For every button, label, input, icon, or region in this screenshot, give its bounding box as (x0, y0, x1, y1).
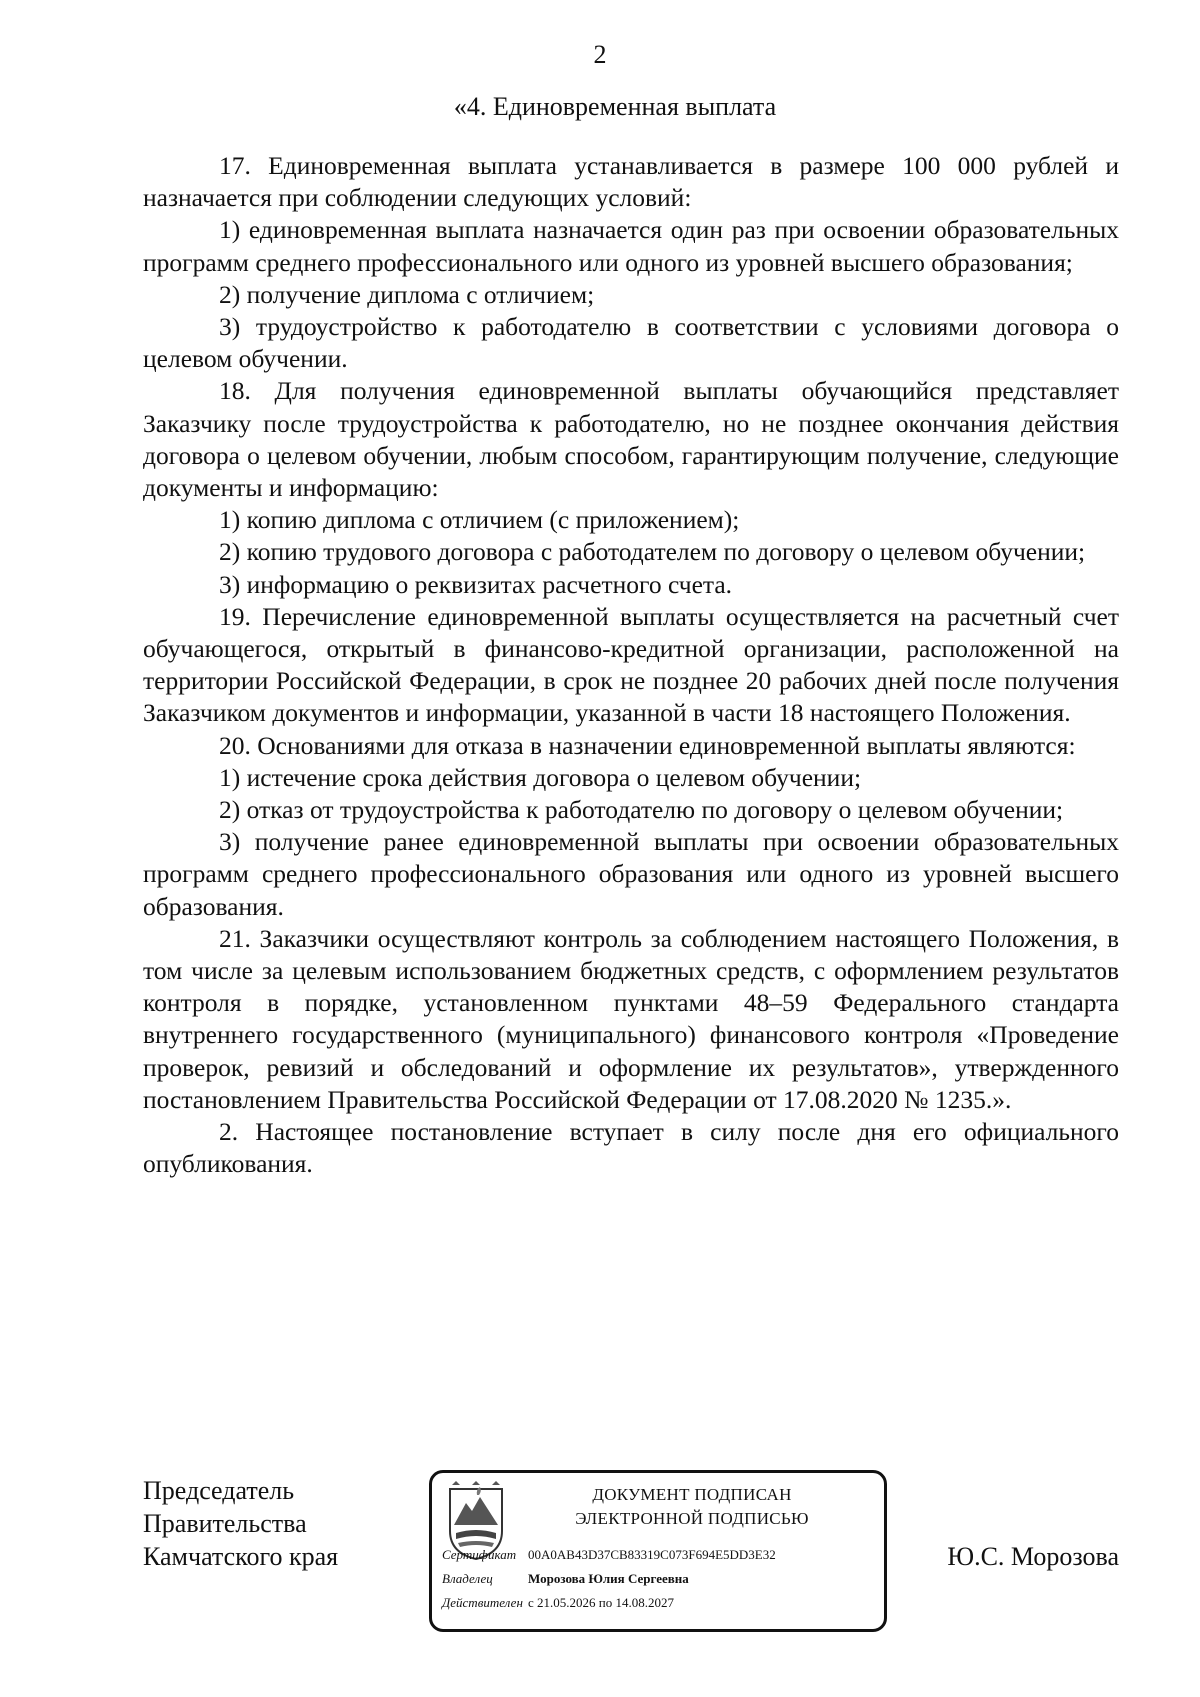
signer-title-line: Камчатского края (143, 1542, 339, 1571)
paragraph: 21. Заказчики осуществляют контроль за соблюдением настоящего Положения, в том числе за целевым использованием бюджетных средств, с оформлением результатов контроля в порядке, установленном пунктами 48–59 Федерального стандарта внутреннего государственного (муниципального) финансового контроля «Проведение проверок, ревизий и обследований и оформление их результатов», утвержденного постановлением Правительства Российской Федерации от 17.08.2020 № 1235.». (143, 923, 1119, 1114)
stamp-owner-row (442, 1571, 689, 1587)
paragraph: 1) единовременная выплата назначается один раз при освоении образовательных программ среднего профессионального или одного из уровней высшего образования; (143, 215, 1119, 277)
paragraph: 2. Настоящее постановление вступает в силу после дня его официального опубликования. (143, 1117, 1119, 1179)
paragraph: 3) получение ранее единовременной выплаты при освоении образовательных программ среднего профессионального образования или одного из уровней высшего образования. (143, 827, 1119, 921)
paragraph: 1) истечение срока действия договора о целевом обучении; (219, 762, 862, 792)
stamp-heading-line: ДОКУМЕНТ ПОДПИСАН (592, 1485, 792, 1504)
section-heading: «4. Единовременная выплата (453, 92, 777, 121)
paragraph: 3) трудоустройство к работодателю в соответствии с условиями договора о целевом обучении. (143, 312, 1119, 374)
stamp-label: Сертификат (442, 1547, 517, 1562)
paragraph: 19. Перечисление единовременной выплаты осуществляется на расчетный счет обучающегося, открытый в финансово-кредитной организации, расположенной на территории Российской Федерации, в срок не позднее 20 рабочих дней после получения Заказчиком документов и информации, указанной в части 18 настоящего Положения. (143, 601, 1119, 728)
paragraph: 2) получение диплома с отличием; (219, 279, 595, 309)
signer-title-line: Правительства (143, 1509, 307, 1538)
certificate-number: 00A0AB43D37CB83319C073F694E5DD3E32 (528, 1547, 776, 1562)
paragraph: 17. Единовременная выплата устанавливается в размере 100 000 рублей и назначается при соблюдении следующих условий: (143, 151, 1119, 213)
paragraph: 20. Основаниями для отказа в назначении единовременной выплаты являются: (219, 730, 1076, 760)
paragraph: 2) копию трудового договора с работодателем по договору о целевом обучении; (219, 537, 1086, 567)
stamp-label: Владелец (442, 1571, 493, 1586)
stamp-heading-line: ЭЛЕКТРОННОЙ ПОДПИСЬЮ (575, 1509, 809, 1528)
paragraph: 18. Для получения единовременной выплаты обучающийся представляет Заказчику после трудоустройства к работодателю, но не позднее окончания действия договора о целевом обучении, любым способом, гарантирующим получение, следующие документы и информацию: (143, 376, 1119, 503)
stamp-heading (522, 1483, 862, 1531)
electronic-signature-stamp (429, 1470, 887, 1632)
signature-block (143, 1474, 1119, 1664)
paragraph: 1) копию диплома с отличием (с приложением); (219, 505, 740, 535)
paragraph: 2) отказ от трудоустройства к работодателю по договору о целевом обучении; (219, 795, 1064, 825)
stamp-label: Действителен (442, 1595, 523, 1610)
signer-name: Ю.С. Морозова (947, 1542, 1119, 1571)
document-body (143, 150, 1119, 1181)
owner-name: Морозова Юлия Сергеевна (528, 1571, 689, 1586)
validity-period: с 21.05.2026 по 14.08.2027 (528, 1595, 674, 1610)
paragraph: 3) информацию о реквизитах расчетного счета. (219, 569, 733, 599)
signer-title-line: Председатель (143, 1476, 295, 1505)
stamp-validity-row (442, 1595, 674, 1611)
page-number: 2 (593, 40, 607, 69)
signer-title (143, 1474, 338, 1573)
stamp-certificate-row (442, 1547, 776, 1563)
